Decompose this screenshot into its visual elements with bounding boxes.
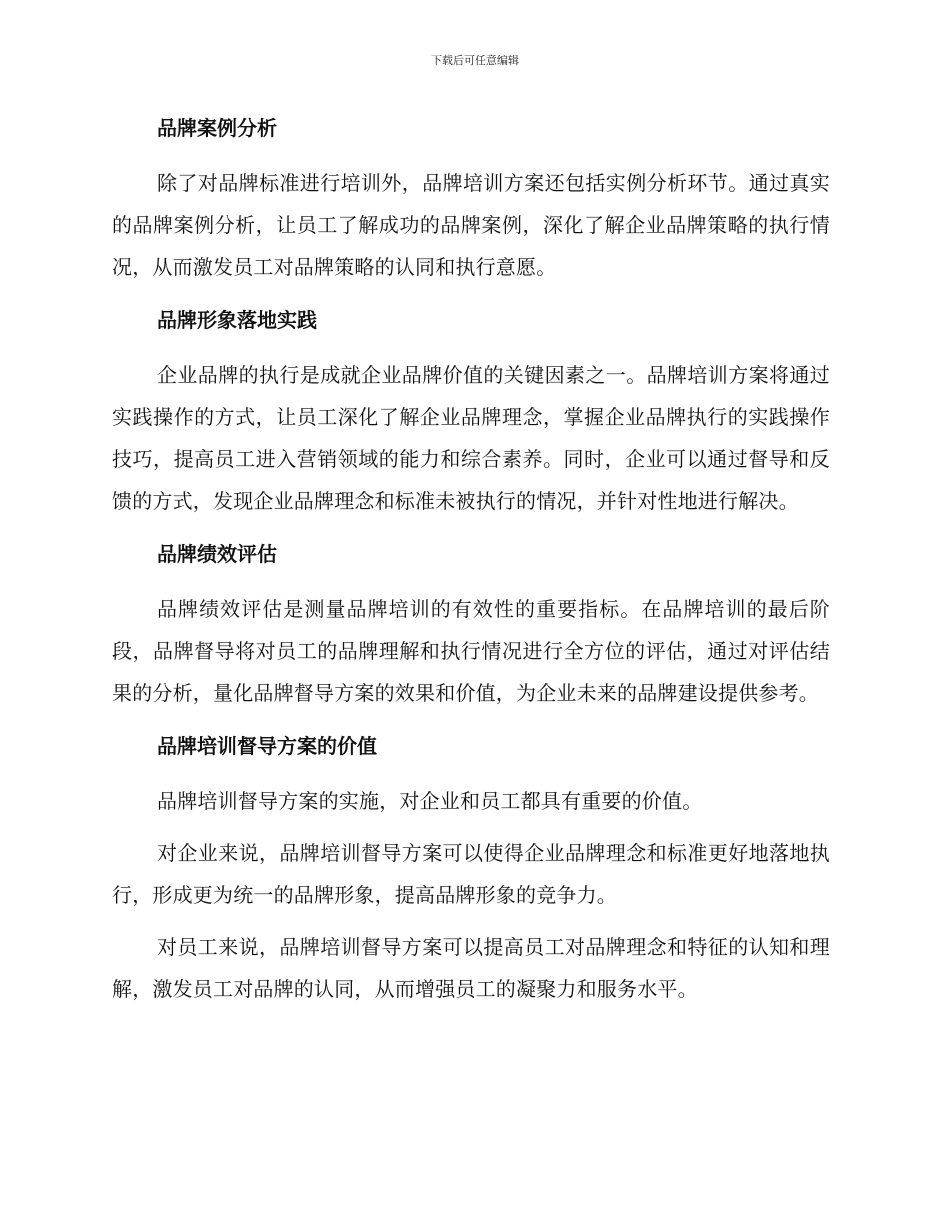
section-heading-program-value: 品牌培训督导方案的价值: [157, 734, 377, 758]
paragraph-case-analysis: 除了对品牌标准进行培训外，品牌培训方案还包括实例分析环节。通过真实的品牌案例分析，让员工了解成功的品牌案例，深化了解企业品牌策略的执行情况，从而激发员工对品牌策略的认同和执行意愿。: [112, 171, 830, 279]
paragraph-value-for-company: 对企业来说，品牌培训督导方案可以使得企业品牌理念和标准更好地落地执行，形成更为统一的品牌形象，提高品牌形象的竞争力。: [112, 841, 830, 907]
document-body: [112, 108, 830, 1010]
paragraph-brand-practice: 企业品牌的执行是成就企业品牌价值的关键因素之一。品牌培训方案将通过实践操作的方式，让员工深化了解企业品牌理念，掌握企业品牌执行的实践操作技巧，提高员工进入营销领域的能力和综合素养。同时，企业可以通过督导和反馈的方式，发现企业品牌理念和标准未被执行的情况，并针对性地进行解决。: [112, 363, 830, 513]
section-heading-brand-practice: 品牌形象落地实践: [157, 308, 317, 332]
paragraph-program-value-intro: 品牌培训督导方案的实施，对企业和员工都具有重要的价值。: [157, 789, 703, 813]
section-heading-performance-evaluation: 品牌绩效评估: [157, 542, 277, 566]
paragraph-performance-evaluation: 品牌绩效评估是测量品牌培训的有效性的重要指标。在品牌培训的最后阶段，品牌督导将对员工的品牌理解和执行情况进行全方位的评估，通过对评估结果的分析，量化品牌督导方案的效果和价值，为企业未来的品牌建设提供参考。: [112, 597, 830, 705]
paragraph-value-for-employees: 对员工来说，品牌培训督导方案可以提高员工对品牌理念和特征的认知和理解，激发员工对品牌的认同，从而增强员工的凝聚力和服务水平。: [112, 935, 830, 1001]
page-header-note: 下载后可任意编辑: [431, 54, 519, 67]
section-heading-case-analysis: 品牌案例分析: [157, 116, 277, 140]
